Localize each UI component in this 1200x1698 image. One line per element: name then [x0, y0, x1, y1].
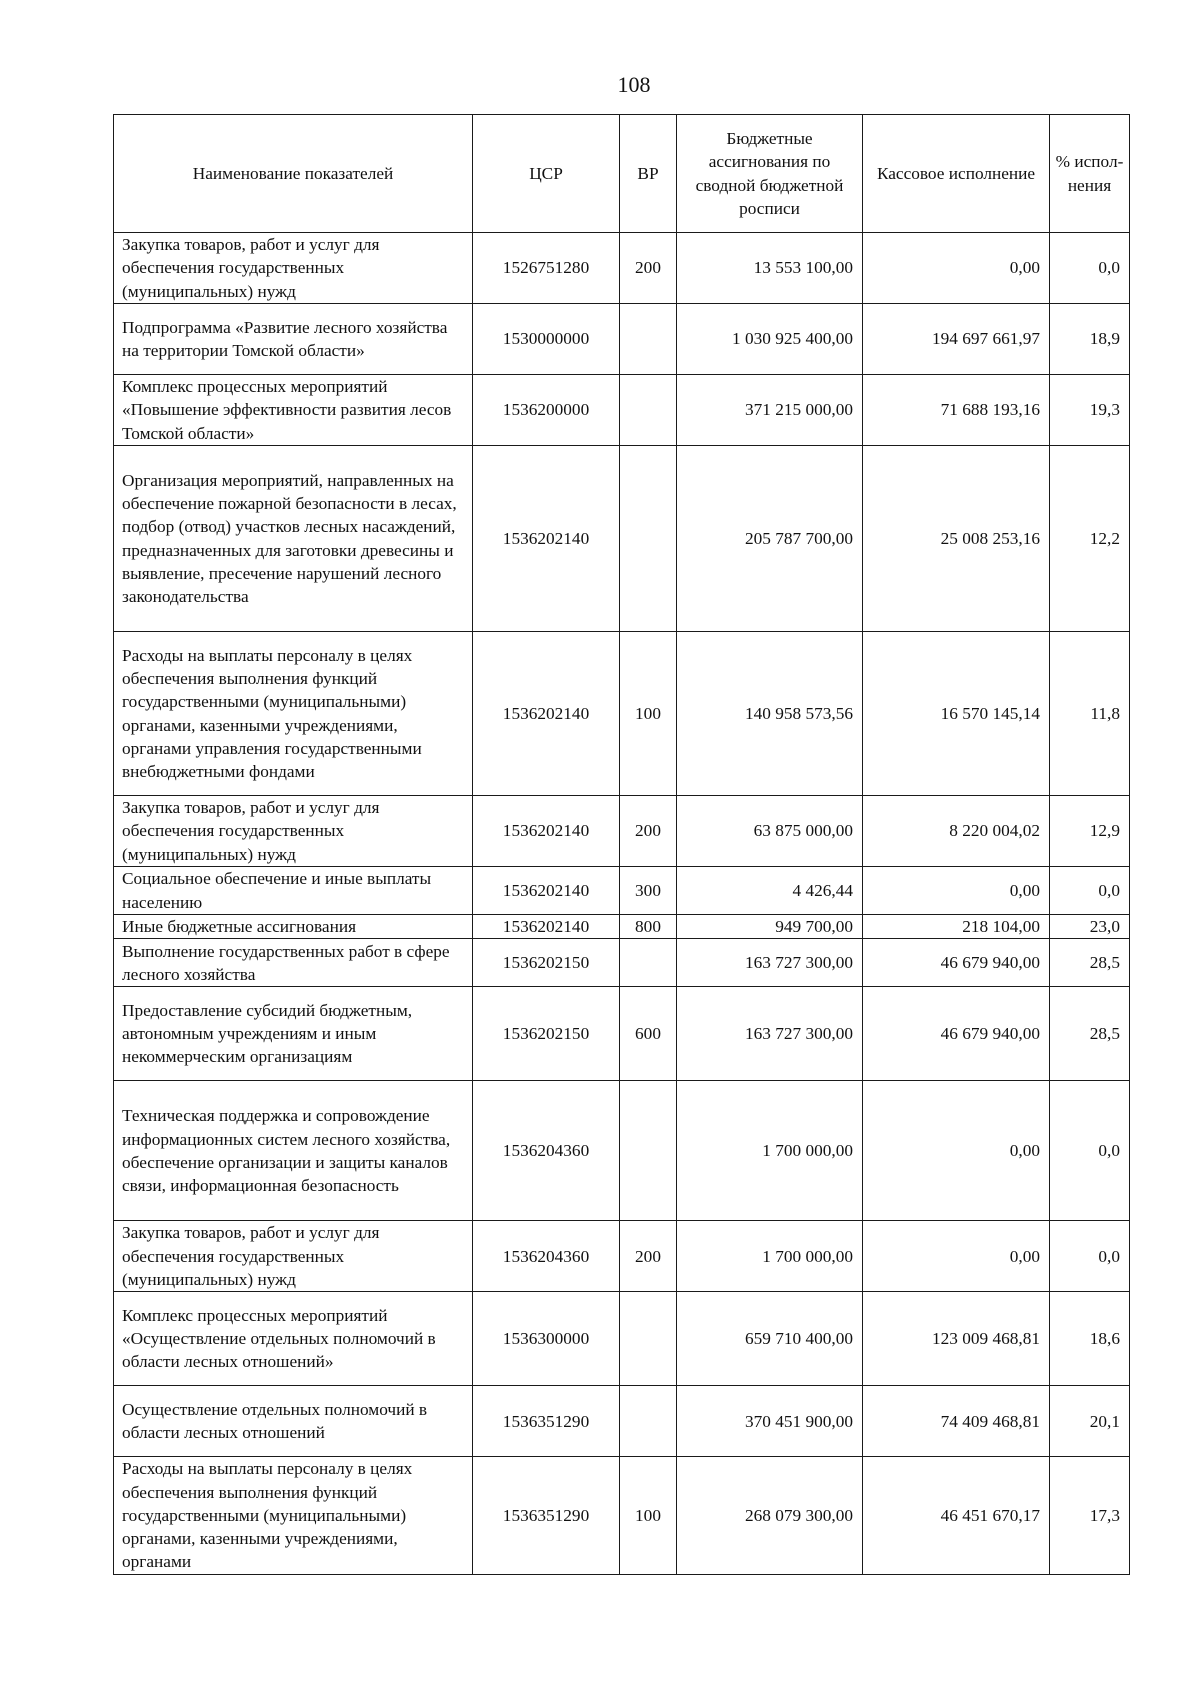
cell-cash-execution: 16 570 145,14 — [863, 632, 1050, 796]
cell-name: Предоставление субсидий бюджетным, автономным учреждениям и иным некоммерческим организациям — [114, 987, 473, 1081]
cell-budget-assignments: 163 727 300,00 — [677, 987, 863, 1081]
cell-percent-execution: 0,0 — [1050, 867, 1130, 915]
cell-budget-assignments: 659 710 400,00 — [677, 1292, 863, 1386]
column-header-cash-execution: Кассовое исполнение — [863, 115, 1050, 233]
cell-csr: 1526751280 — [473, 233, 620, 304]
cell-vr: 200 — [620, 1221, 677, 1292]
cell-csr: 1536351290 — [473, 1457, 620, 1574]
cell-csr: 1536202140 — [473, 632, 620, 796]
table-row — [114, 796, 1130, 867]
table-row — [114, 987, 1130, 1081]
cell-csr: 1536204360 — [473, 1221, 620, 1292]
cell-percent-execution: 23,0 — [1050, 915, 1130, 939]
cell-cash-execution: 46 679 940,00 — [863, 939, 1050, 987]
table-body — [114, 233, 1130, 1575]
cell-cash-execution: 8 220 004,02 — [863, 796, 1050, 867]
page-number: 108 — [617, 72, 651, 97]
cell-budget-assignments: 1 700 000,00 — [677, 1221, 863, 1292]
cell-vr — [620, 446, 677, 632]
cell-cash-execution: 46 679 940,00 — [863, 987, 1050, 1081]
cell-vr: 600 — [620, 987, 677, 1081]
cell-vr: 100 — [620, 1457, 677, 1574]
cell-csr: 1536202150 — [473, 939, 620, 987]
cell-percent-execution: 0,0 — [1050, 1081, 1130, 1221]
cell-budget-assignments: 4 426,44 — [677, 867, 863, 915]
column-header-name: Наименование показателей — [114, 115, 473, 233]
table-row — [114, 1386, 1130, 1457]
cell-budget-assignments: 1 700 000,00 — [677, 1081, 863, 1221]
cell-csr: 1536202150 — [473, 987, 620, 1081]
cell-cash-execution: 194 697 661,97 — [863, 304, 1050, 375]
cell-cash-execution: 0,00 — [863, 867, 1050, 915]
cell-name: Закупка товаров, работ и услуг для обеспечения государственных (муниципальных) нужд — [114, 796, 473, 867]
cell-percent-execution: 12,2 — [1050, 446, 1130, 632]
cell-vr: 200 — [620, 796, 677, 867]
cell-vr: 100 — [620, 632, 677, 796]
budget-execution-table — [113, 114, 1130, 1575]
cell-percent-execution: 0,0 — [1050, 1221, 1130, 1292]
cell-csr: 1536351290 — [473, 1386, 620, 1457]
cell-name: Подпрограмма «Развитие лесного хозяйства на территории Томской области» — [114, 304, 473, 375]
cell-vr — [620, 1292, 677, 1386]
table-row — [114, 867, 1130, 915]
column-header-budget-assignments: Бюджетные ассигнования по сводной бюджетной росписи — [677, 115, 863, 233]
cell-csr: 1536202140 — [473, 867, 620, 915]
cell-vr: 300 — [620, 867, 677, 915]
cell-cash-execution: 25 008 253,16 — [863, 446, 1050, 632]
cell-budget-assignments: 140 958 573,56 — [677, 632, 863, 796]
table-row — [114, 632, 1130, 796]
cell-name: Иные бюджетные ассигнования — [114, 915, 473, 939]
cell-budget-assignments: 205 787 700,00 — [677, 446, 863, 632]
cell-budget-assignments: 1 030 925 400,00 — [677, 304, 863, 375]
cell-vr — [620, 939, 677, 987]
cell-name: Расходы на выплаты персоналу в целях обеспечения выполнения функций государственными (муниципальными) органами, казенными учреждениями, органами управления государственными внебюджетными фондами — [114, 632, 473, 796]
cell-name: Социальное обеспечение и иные выплаты населению — [114, 867, 473, 915]
cell-name: Организация мероприятий, направленных на обеспечение пожарной безопасности в лесах, подбор (отвод) участков лесных насаждений, предназначенных для заготовки древесины и выявление, пресечение нарушений лесного законодательства — [114, 446, 473, 632]
cell-cash-execution: 74 409 468,81 — [863, 1386, 1050, 1457]
cell-budget-assignments: 268 079 300,00 — [677, 1457, 863, 1574]
cell-percent-execution: 18,9 — [1050, 304, 1130, 375]
table-row — [114, 1292, 1130, 1386]
cell-name: Комплекс процессных мероприятий «Повышение эффективности развития лесов Томской области» — [114, 375, 473, 446]
cell-percent-execution: 17,3 — [1050, 1457, 1130, 1574]
table-row — [114, 233, 1130, 304]
cell-vr: 800 — [620, 915, 677, 939]
cell-name: Комплекс процессных мероприятий «Осуществление отдельных полномочий в области лесных отношений» — [114, 1292, 473, 1386]
cell-percent-execution: 20,1 — [1050, 1386, 1130, 1457]
cell-budget-assignments: 13 553 100,00 — [677, 233, 863, 304]
cell-csr: 1536202140 — [473, 446, 620, 632]
cell-cash-execution: 71 688 193,16 — [863, 375, 1050, 446]
cell-budget-assignments: 63 875 000,00 — [677, 796, 863, 867]
cell-percent-execution: 28,5 — [1050, 939, 1130, 987]
table-header-row — [114, 115, 1130, 233]
table-row — [114, 375, 1130, 446]
cell-name: Закупка товаров, работ и услуг для обеспечения государственных (муниципальных) нужд — [114, 233, 473, 304]
cell-name: Закупка товаров, работ и услуг для обеспечения государственных (муниципальных) нужд — [114, 1221, 473, 1292]
cell-vr — [620, 304, 677, 375]
cell-percent-execution: 19,3 — [1050, 375, 1130, 446]
cell-budget-assignments: 949 700,00 — [677, 915, 863, 939]
cell-name: Выполнение государственных работ в сфере лесного хозяйства — [114, 939, 473, 987]
cell-percent-execution: 11,8 — [1050, 632, 1130, 796]
table-row — [114, 1081, 1130, 1221]
cell-percent-execution: 28,5 — [1050, 987, 1130, 1081]
cell-cash-execution: 46 451 670,17 — [863, 1457, 1050, 1574]
cell-csr: 1530000000 — [473, 304, 620, 375]
table-row — [114, 304, 1130, 375]
cell-csr: 1536200000 — [473, 375, 620, 446]
cell-budget-assignments: 370 451 900,00 — [677, 1386, 863, 1457]
cell-name: Осуществление отдельных полномочий в области лесных отношений — [114, 1386, 473, 1457]
cell-name: Техническая поддержка и сопровождение информационных систем лесного хозяйства, обеспечение организации и защиты каналов связи, информационная безопасность — [114, 1081, 473, 1221]
cell-vr: 200 — [620, 233, 677, 304]
cell-cash-execution: 0,00 — [863, 1221, 1050, 1292]
cell-percent-execution: 18,6 — [1050, 1292, 1130, 1386]
cell-percent-execution: 12,9 — [1050, 796, 1130, 867]
cell-vr — [620, 1081, 677, 1221]
table-row — [114, 939, 1130, 987]
cell-csr: 1536202140 — [473, 915, 620, 939]
cell-vr — [620, 375, 677, 446]
cell-cash-execution: 0,00 — [863, 233, 1050, 304]
cell-csr: 1536300000 — [473, 1292, 620, 1386]
column-header-vr: ВР — [620, 115, 677, 233]
cell-budget-assignments: 163 727 300,00 — [677, 939, 863, 987]
cell-cash-execution: 218 104,00 — [863, 915, 1050, 939]
table-row — [114, 446, 1130, 632]
table-row — [114, 1457, 1130, 1574]
cell-cash-execution: 123 009 468,81 — [863, 1292, 1050, 1386]
column-header-percent-execution: % испол-нения — [1050, 115, 1130, 233]
column-header-csr: ЦСР — [473, 115, 620, 233]
cell-csr: 1536202140 — [473, 796, 620, 867]
table-row — [114, 1221, 1130, 1292]
cell-budget-assignments: 371 215 000,00 — [677, 375, 863, 446]
table-row — [114, 915, 1130, 939]
cell-cash-execution: 0,00 — [863, 1081, 1050, 1221]
cell-vr — [620, 1386, 677, 1457]
cell-name: Расходы на выплаты персоналу в целях обеспечения выполнения функций государственными (муниципальными) органами, казенными учреждениями, органами — [114, 1457, 473, 1574]
cell-csr: 1536204360 — [473, 1081, 620, 1221]
cell-percent-execution: 0,0 — [1050, 233, 1130, 304]
